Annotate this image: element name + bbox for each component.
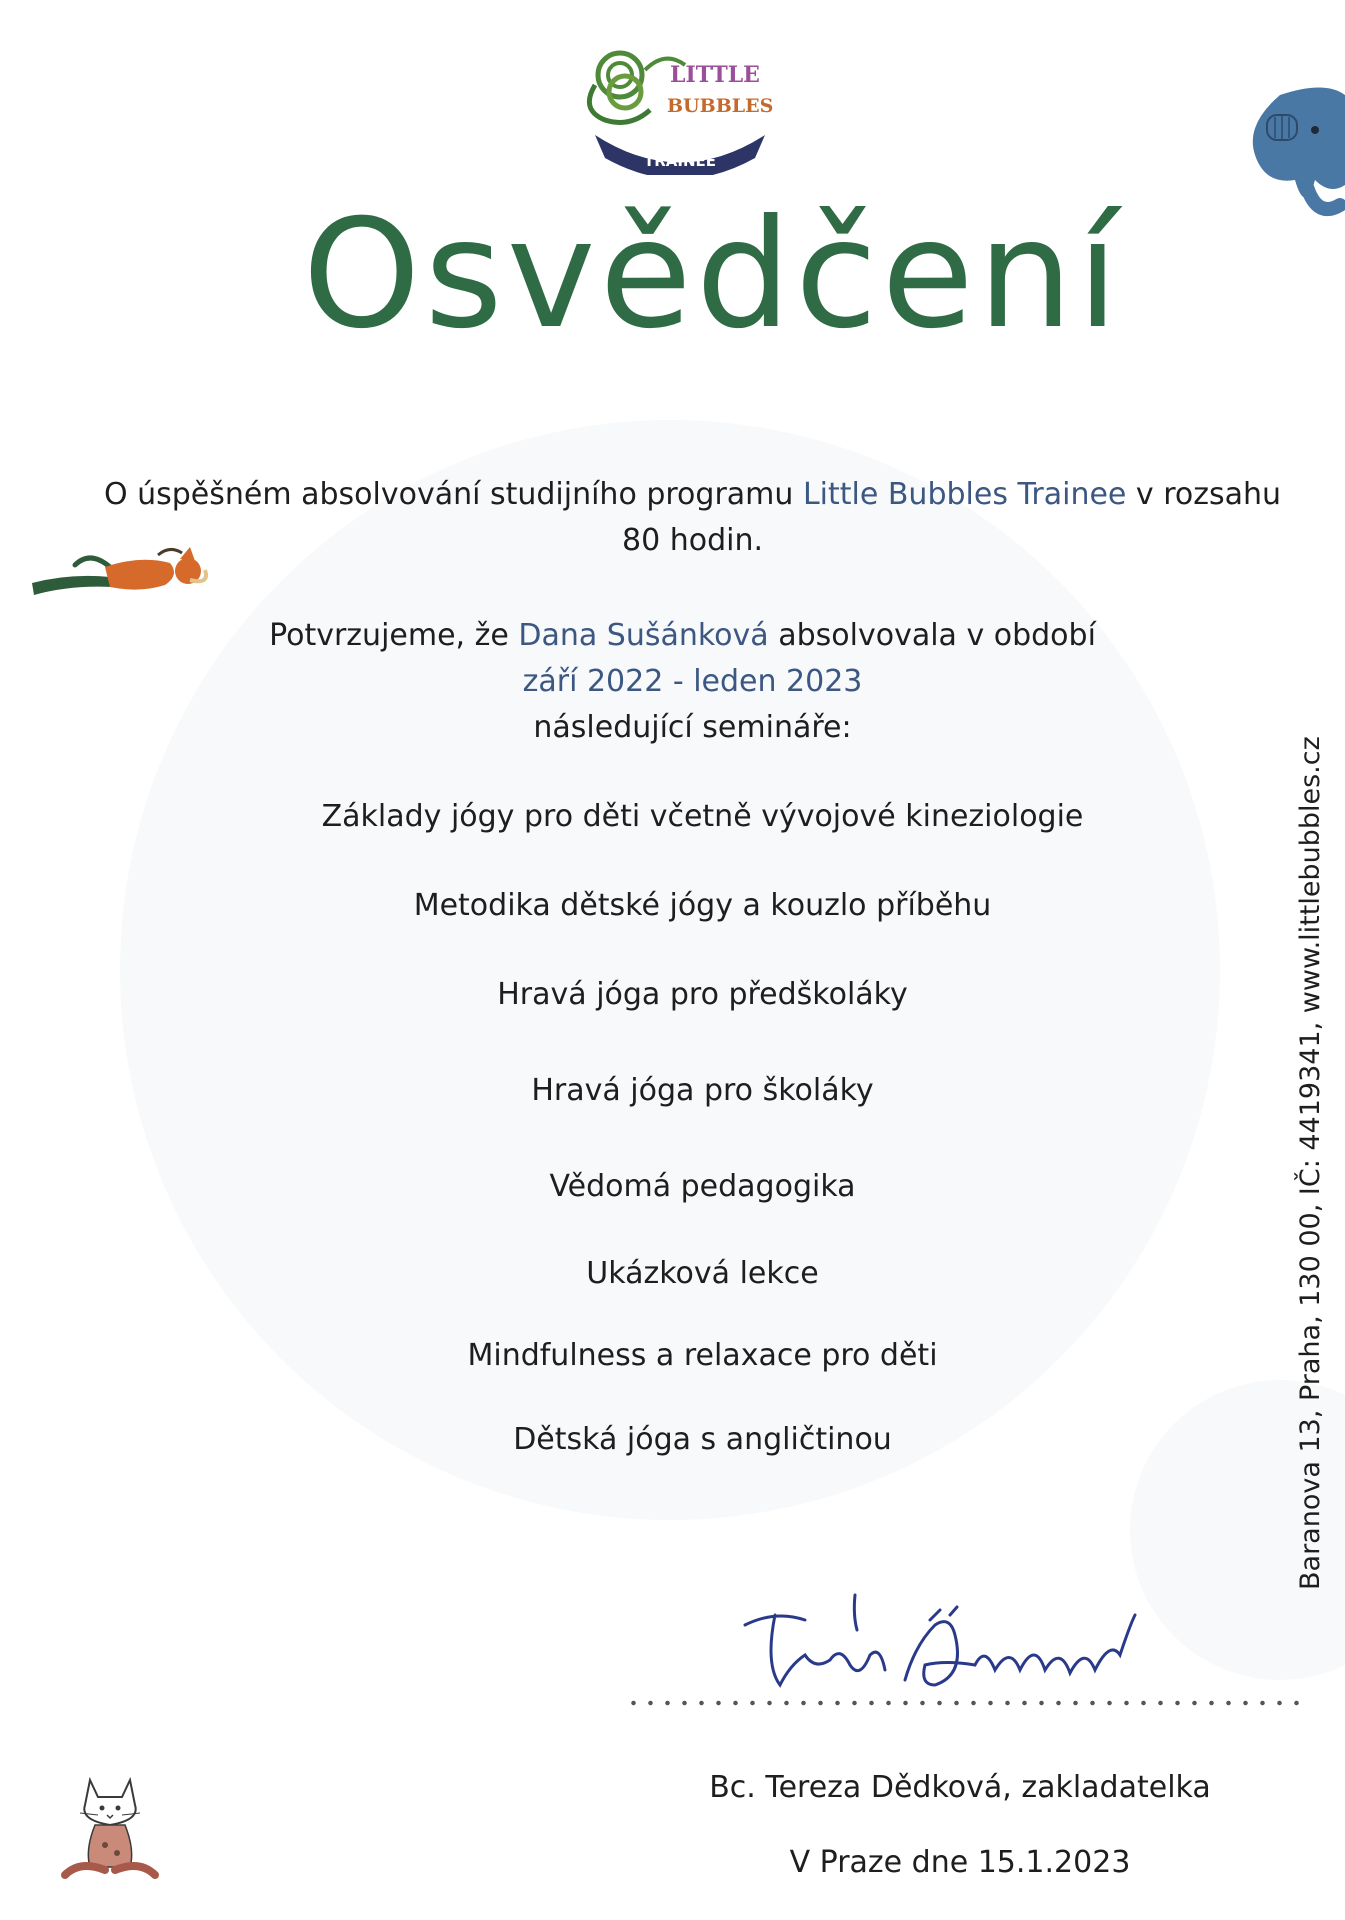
- intro-line-1: [0, 472, 1345, 518]
- certificate-title: Osvědčení: [302, 188, 1123, 362]
- logo-brand-line2: BUBBLES: [667, 95, 774, 117]
- intro-text-after: v rozsahu: [1126, 477, 1282, 512]
- signer-name: Bc. Tereza Dědková, zakladatelka: [709, 1770, 1211, 1805]
- confirmation-text-after: absolvovala v období: [768, 618, 1096, 653]
- study-period: září 2022 - leden 2023: [522, 664, 863, 699]
- intro-line-2: 80 hodin.: [621, 523, 763, 558]
- signature-dotted-line: [625, 1700, 1305, 1706]
- seminar-item: Hravá jóga pro předškoláky: [497, 977, 908, 1012]
- seminar-item: Hravá jóga pro školáky: [531, 1073, 874, 1108]
- seminar-item: Dětská jóga s angličtinou: [513, 1422, 892, 1457]
- confirmation-line-3: následující semináře:: [533, 710, 852, 745]
- intro-text-before: O úspěšném absolvování studijního programu: [103, 477, 803, 512]
- seminar-item: Vědomá pedagogika: [549, 1169, 856, 1204]
- program-name: Little Bubbles Trainee: [802, 477, 1127, 512]
- seminar-item: Základy jógy pro děti včetně vývojové kineziologie: [321, 799, 1084, 834]
- cat-illustration: [60, 1775, 160, 1885]
- date-place: V Praze dne 15.1.2023: [789, 1845, 1131, 1880]
- confirmation-text-before: Potvrzujeme, že: [269, 618, 519, 653]
- logo-brand-line1: LITTLE: [670, 62, 760, 88]
- seminar-item: Ukázková lekce: [586, 1256, 819, 1291]
- organization-address: Baranova 13, Praha, 130 00, IČ: 4419341, www.littlebubbles.cz: [1295, 736, 1326, 1590]
- logo-badge-text: TRAINEE: [643, 152, 717, 170]
- seminar-item: Mindfulness a relaxace pro děti: [467, 1338, 938, 1373]
- little-bubbles-logo: [575, 40, 785, 175]
- handwritten-signature: [735, 1585, 1155, 1715]
- seminar-item: Metodika dětské jógy a kouzlo příběhu: [413, 888, 992, 923]
- trainee-name: Dana Sušánková: [518, 618, 769, 653]
- confirmation-line-1: [0, 613, 1345, 659]
